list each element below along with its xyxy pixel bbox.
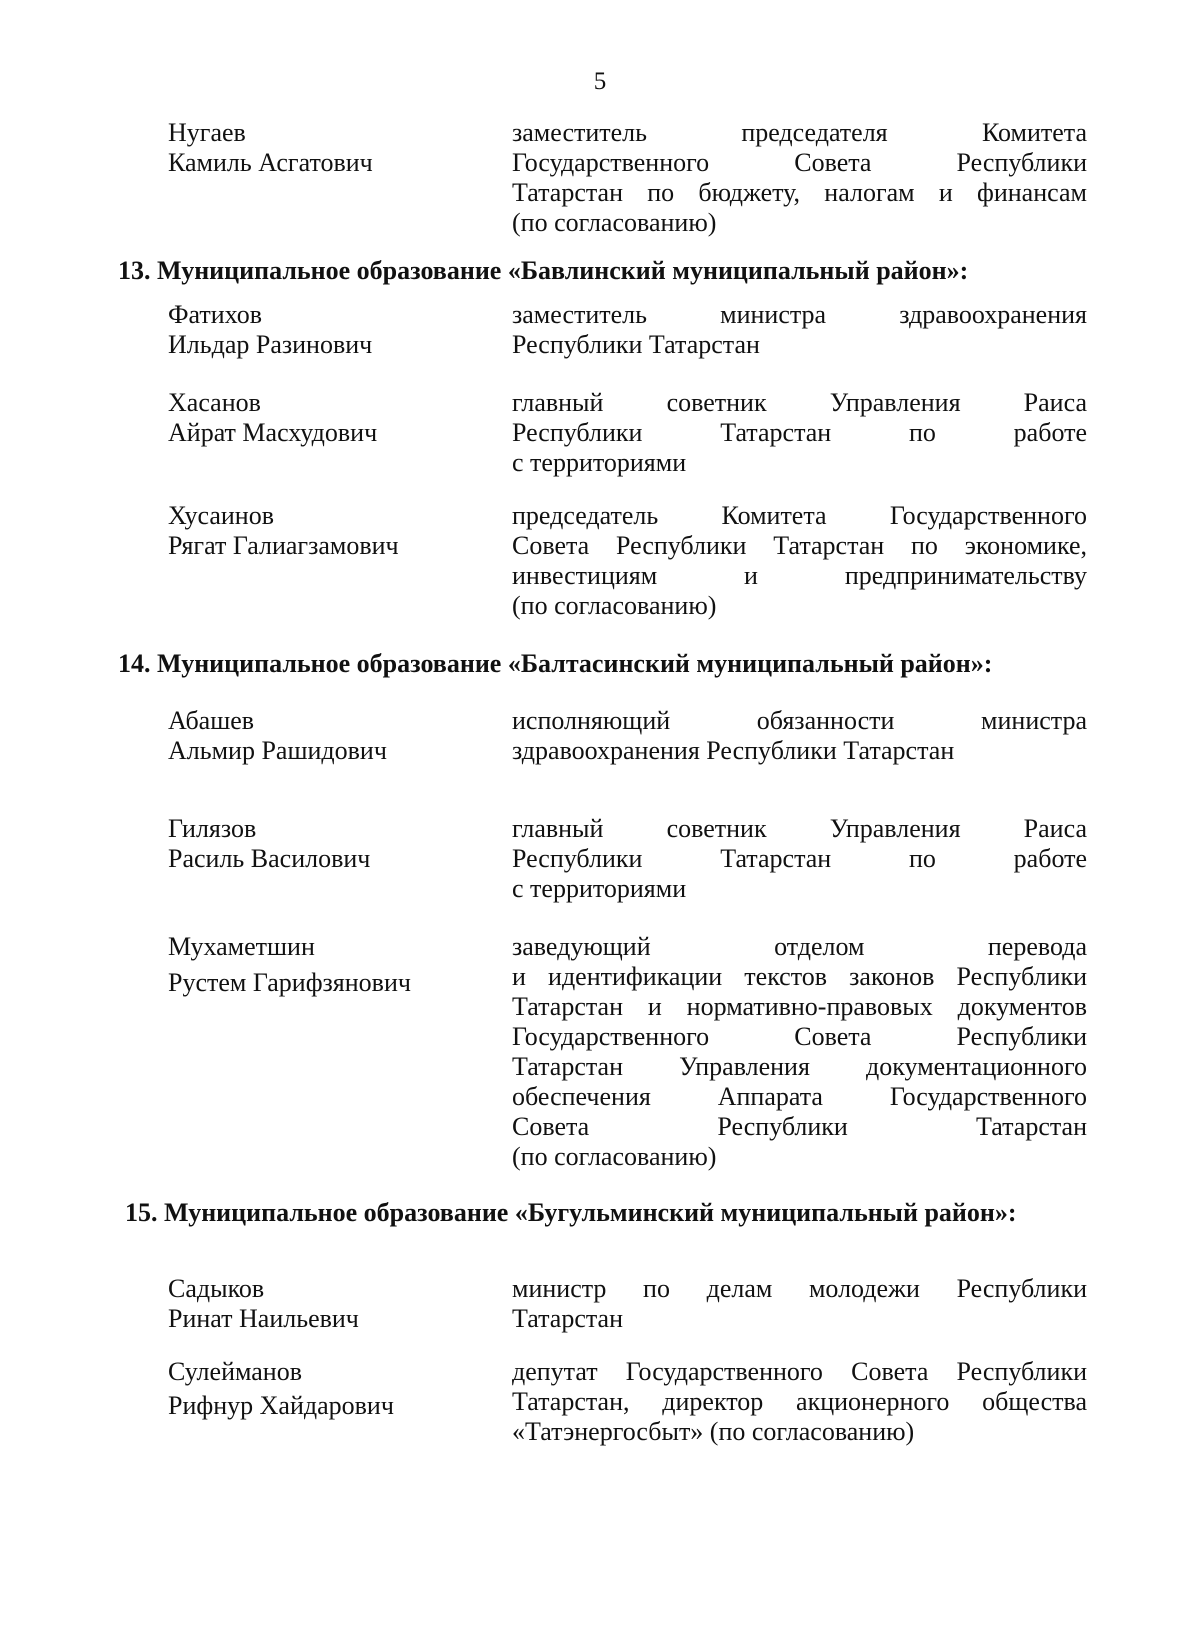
position-line: заведующий отделом перевода	[512, 932, 1087, 961]
section-heading: 13. Муниципальное образование «Бавлинский муниципальный район»:	[118, 256, 969, 285]
member-name	[168, 501, 488, 561]
member-given-name: Ринат Наильевич	[168, 1304, 359, 1333]
member-name	[168, 814, 488, 874]
member-position	[512, 814, 1087, 904]
position-line: Татарстан по бюджету, налогам и финансам	[512, 178, 1087, 207]
member-name	[168, 300, 488, 360]
member-position	[512, 118, 1087, 238]
position-line: Совета Республики Татарстан	[512, 1112, 1087, 1141]
member-position	[512, 706, 1087, 766]
member-position	[512, 388, 1087, 478]
position-line: главный советник Управления Раиса	[512, 388, 1087, 417]
member-surname: Фатихов	[168, 300, 262, 329]
member-surname: Сулейманов	[168, 1357, 302, 1386]
member-name	[168, 932, 488, 998]
member-given-name: Расиль Василович	[168, 844, 371, 873]
position-line: главный советник Управления Раиса	[512, 814, 1087, 843]
member-surname: Абашев	[168, 706, 255, 735]
position-line: Республики Татарстан по работе	[512, 844, 1087, 873]
position-line: (по согласованию)	[512, 1142, 717, 1171]
position-line: исполняющий обязанности министра	[512, 706, 1087, 735]
position-line: обеспечения Аппарата Государственного	[512, 1082, 1087, 1111]
position-line: Татарстан, директор акционерного общества	[512, 1387, 1087, 1416]
position-line: здравоохранения Республики Татарстан	[512, 736, 955, 765]
position-line: инвестициям и предпринимательству	[512, 561, 1087, 590]
position-line: Совета Республики Татарстан по экономике,	[512, 531, 1087, 560]
position-line: с территориями	[512, 874, 687, 903]
position-line: заместитель министра здравоохранения	[512, 300, 1087, 329]
position-line: Государственного Совета Республики	[512, 148, 1087, 177]
position-line: председатель Комитета Государственного	[512, 501, 1087, 530]
position-line: с территориями	[512, 448, 687, 477]
member-surname: Мухаметшин	[168, 932, 315, 961]
member-name	[168, 388, 488, 448]
position-line: Республики Татарстан по работе	[512, 418, 1087, 447]
position-line: заместитель председателя Комитета	[512, 118, 1087, 147]
member-surname: Садыков	[168, 1274, 265, 1303]
position-line: (по согласованию)	[512, 591, 717, 620]
member-given-name: Рифнур Хайдарович	[168, 1391, 394, 1420]
member-given-name: Айрат Масхудович	[168, 418, 378, 447]
member-position	[512, 1357, 1087, 1447]
member-given-name: Ильдар Разинович	[168, 330, 373, 359]
position-line: (по согласованию)	[512, 208, 717, 237]
member-surname: Хасанов	[168, 388, 261, 417]
position-line: депутат Государственного Совета Республики	[512, 1357, 1087, 1386]
position-line: Татарстан	[512, 1304, 623, 1333]
member-surname: Хусаинов	[168, 501, 274, 530]
position-line: Республики Татарстан	[512, 330, 760, 359]
member-position	[512, 932, 1087, 1172]
member-given-name: Рягат Галиагзамович	[168, 531, 399, 560]
member-position	[512, 300, 1087, 360]
member-name	[168, 706, 488, 766]
member-surname: Гилязов	[168, 814, 257, 843]
position-line: Татарстан Управления документационного	[512, 1052, 1087, 1081]
page-number: 5	[593, 68, 607, 95]
position-line: министр по делам молодежи Республики	[512, 1274, 1087, 1303]
section-heading: 15. Муниципальное образование «Бугульминский муниципальный район»:	[125, 1198, 1017, 1227]
position-line: Государственного Совета Республики	[512, 1022, 1087, 1051]
member-surname: Нугаев	[168, 118, 246, 147]
member-given-name: Рустем Гарифзянович	[168, 968, 411, 997]
member-name	[168, 118, 488, 178]
member-given-name: Альмир Рашидович	[168, 736, 387, 765]
section-heading: 14. Муниципальное образование «Балтасинский муниципальный район»:	[118, 649, 993, 678]
member-position	[512, 501, 1087, 621]
position-line: и идентификации текстов законов Республики	[512, 962, 1087, 991]
position-line: Татарстан и нормативно-правовых документов	[512, 992, 1087, 1021]
member-name	[168, 1357, 488, 1421]
member-given-name: Камиль Асгатович	[168, 148, 373, 177]
member-position	[512, 1274, 1087, 1334]
member-name	[168, 1274, 488, 1334]
position-line: «Татэнергосбыт» (по согласованию)	[512, 1417, 915, 1446]
